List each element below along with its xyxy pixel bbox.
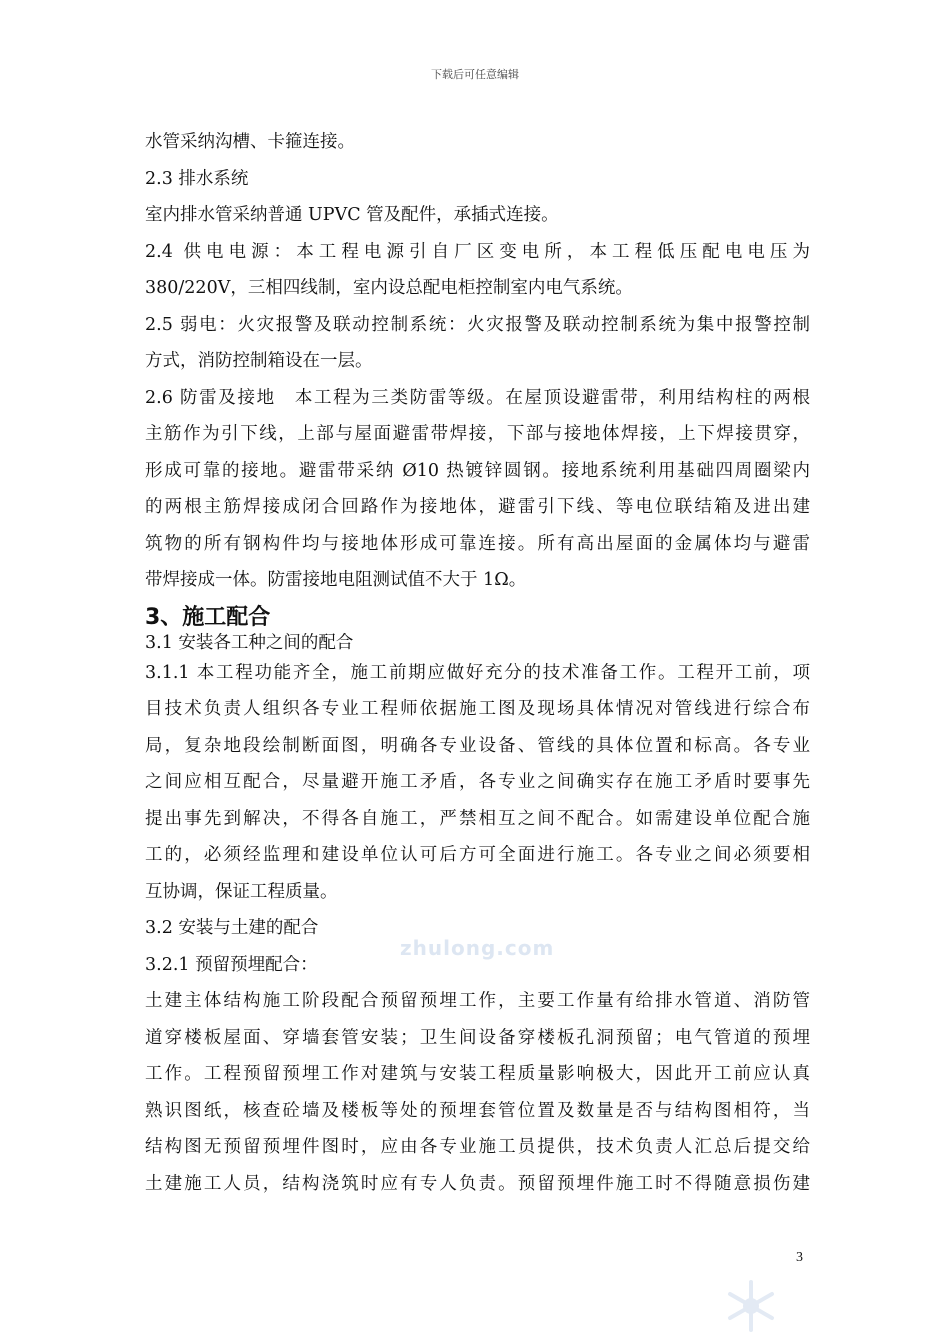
page-number: 3 (796, 1250, 803, 1265)
paragraph-line: 工作。工程预留预埋工作对建筑与安装工程质量影响极大，因此开工前应认真 (145, 1064, 810, 1084)
paragraph-line: 室内排水管采纳普通 UPVC 管及配件，承插式连接。 (145, 205, 559, 225)
paragraph-line: 形成可靠的接地。避雷带采纳 Ø10 热镀锌圆钢。接地系统利用基础四周圈梁内 (145, 460, 810, 481)
paragraph-line: 工的，必须经监理和建设单位认可后方可全面进行施工。各专业之间必须要相 (145, 845, 810, 865)
paragraph-line: 380/220V，三相四线制，室内设总配电柜控制室内电气系统。 (145, 278, 633, 298)
paragraph-line: 2.5 弱电：火灾报警及联动控制系统：火灾报警及联动控制系统为集中报警控制 (145, 314, 810, 335)
subsection-heading: 3.2 安装与土建的配合 (145, 918, 319, 938)
paragraph-line: 2.4 供电电源：本工程电源引自厂区变电所，本工程低压配电电压为 (145, 241, 810, 262)
paragraph-line: 互协调，保证工程质量。 (145, 881, 338, 902)
paragraph-line: 熟识图纸，核查砼墙及楼板等处的预埋套管位置及数量是否与结构图相符，当 (145, 1100, 810, 1121)
paragraph-line: 方式，消防控制箱设在一层。 (145, 351, 373, 371)
paragraph-line: 2.6 防雷及接地 本工程为三类防雷等级。在屋顶设避雷带，利用结构柱的两根 (145, 387, 810, 408)
paragraph-line: 筑物的所有钢构件均与接地体形成可靠连接。所有高出屋面的金属体均与避雷 (145, 533, 810, 554)
subsection-heading: 3.2.1 预留预埋配合： (145, 954, 318, 975)
paragraph-line: 土建施工人员，结构浇筑时应有专人负责。预留预埋件施工时不得随意损伤建 (145, 1173, 810, 1194)
paragraph-line: 结构图无预留预埋件图时，应由各专业施工员提供，技术负责人汇总后提交给 (145, 1137, 810, 1157)
document-body (145, 124, 810, 1202)
page-header: 下载后可任意编辑 (431, 68, 519, 81)
paragraph-line: 之间应相互配合，尽量避开施工矛盾，各专业之间确实存在施工矛盾时要事先 (145, 772, 810, 792)
paragraph-line: 水管采纳沟槽、卡箍连接。 (145, 132, 355, 152)
paragraph-line: 提出事先到解决，不得各自施工，严禁相互之间不配合。如需建设单位配合施 (145, 808, 810, 829)
subsection-heading: 3.1 安装各工种之间的配合 (145, 632, 354, 653)
paragraph-line: 局，复杂地段绘制断面图，明确各专业设备、管线的具体位置和标高。各专业 (145, 735, 810, 756)
paragraph-line: 3.1.1 本工程功能齐全，施工前期应做好充分的技术准备工作。工程开工前，项 (145, 662, 810, 683)
paragraph-line: 目技术负责人组织各专业工程师依据施工图及现场具体情况对管线进行综合布 (145, 699, 810, 719)
snowflake-logo-icon (716, 1276, 786, 1336)
paragraph-line: 的两根主筋焊接成闭合回路作为接地体，避雷引下线、等电位联结箱及进出建 (145, 497, 810, 517)
section-title: 3、施工配合 (145, 604, 271, 630)
paragraph-line: 带焊接成一体。防雷接地电阻测试值不大于 1Ω。 (145, 570, 527, 590)
section-heading-2-3: 2.3 排水系统 (145, 168, 249, 189)
paragraph-line: 土建主体结构施工阶段配合预留预埋工作，主要工作量有给排水管道、消防管 (145, 991, 810, 1011)
watermark: zhulong.com (400, 936, 555, 960)
paragraph-line: 道穿楼板屋面、穿墙套管安装；卫生间设备穿楼板孔洞预留；电气管道的预埋 (145, 1027, 810, 1048)
paragraph-line: 主筋作为引下线，上部与屋面避雷带焊接，下部与接地体焊接，上下焊接贯穿， (145, 424, 810, 444)
